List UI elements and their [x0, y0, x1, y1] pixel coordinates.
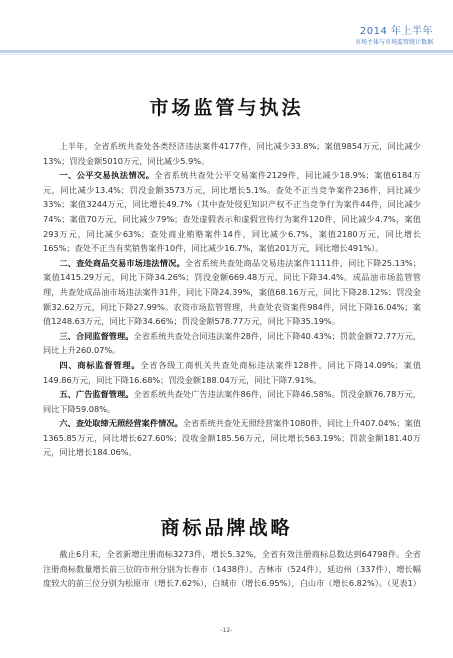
paragraph-body: 全省系统共查处商品交易违法案件1111件，同比下降25.13%；案值1415.29万元，同比下降34.26%；罚没金额669.48万元，同比下降34.4%。成品油市场监管管理，共查处成品油市场违法案件31件，同比下降24.39%，案值68.16万元，同比下降28.12%；罚没金额32.62万元，同比下降27.99%。农资市场监管管理，共查处农资案件984件，同比下降16.04%；案值1248.63万元，同比下降34.66%；罚没金额578.77万元，同比下降35.19%。	[43, 257, 421, 327]
section-body-market-supervision	[43, 139, 421, 460]
page-header-title: 2014 年上半年	[359, 26, 433, 37]
intro-paragraph: 上半年，全省系统共查处各类经济违法案件4177件，同比减少33.8%；案值9854万元，同比减少13%；罚没金额5010万元，同比减少5.9%。	[43, 141, 421, 166]
paragraph-lead: 六、查处取缔无照经营案件情况。	[59, 418, 183, 429]
paragraph-commodity-market	[43, 256, 421, 329]
paragraph-body: 全省系统共查处广告违法案件86件，同比下降46.58%。罚没金额76.78万元，同比下降59.08%。	[43, 389, 421, 414]
section-title-brand-strategy: 商标品牌战略	[160, 517, 293, 539]
paragraph-contract	[43, 329, 421, 358]
paragraph-fair-trade	[43, 168, 421, 256]
paragraph-lead: 三、合同监督管理。	[59, 330, 134, 341]
paragraph-lead: 五、广告监督管理。	[59, 389, 134, 400]
paragraph-advertising	[43, 387, 421, 416]
paragraph-lead: 一、公平交易执法情况。	[59, 170, 155, 181]
paragraph-trademark	[43, 358, 421, 387]
header-rule	[0, 50, 453, 53]
paragraph-body: 全省各级工商机关共查处商标违法案件128件，同比下降14.09%；案值149.86万元，同比下降16.68%；罚没金额188.04万元，同比下降7.91%。	[43, 359, 421, 385]
paragraph-body: 全省系统共查处无照经营案件1080件，同比上升407.04%；案值1365.85万元，同比增长627.60%；没收金额185.56万元，同比增长563.19%；罚款金额181.40万元，同比增长184.06%。	[43, 418, 421, 458]
paragraph-lead: 四、商标监督管理。	[59, 359, 141, 370]
paragraph-body: 全省系统共查处合同违法案件28件，同比下降40.43%；罚款金额72.77万元，同比上升260.07%。	[43, 330, 421, 356]
section-title-market-supervision: 市场监管与执法	[149, 97, 304, 119]
brand-strategy-paragraph: 截止6月末，全省新增注册商标3273件，增长5.32%，全省有效注册商标总数达到64798件。全省注册商标数量增长前三位的市州分别为长春市（1438件），吉林市（524件），延边州（337件），增长幅度较大的前三位分别为松原市（增长7.62%），白城市（增长6.95%），白山市（增长6.82%）。（见表1）	[43, 549, 421, 589]
page-header-subtitle: 市场主体与市场监管统计数据	[354, 39, 433, 46]
paragraph-lead: 二、查处商品交易市场违法情况。	[59, 257, 185, 268]
page-number: -12-	[220, 627, 233, 634]
paragraph-unlicensed	[43, 416, 421, 460]
section-body-brand-strategy	[43, 547, 421, 591]
paragraph-body: 全省系统共查处公平交易案件2129件，同比减少18.9%；案值6184万元，同比减少13.4%；罚没金额3573万元，同比增长5.1%。查处不正当竞争案件236件，同比减少33%；案值3244万元，同比增长49.7%（其中查处侵犯知识产权不正当竞争行为案件44件，同比减少74%；案值70万元，同比减少79%；查处虚假表示和虚假宣传行为案件120件，同比减少4.7%，案值293万元，同比减少63%；查处商业贿赂案件14件，同比减少6.7%，案值2180万元，同比增长165%；查处不正当有奖销售案件10件，同比减少16.7%，案值201万元，同比增长491%）。	[43, 170, 421, 254]
header-rule-thin	[0, 54, 453, 55]
